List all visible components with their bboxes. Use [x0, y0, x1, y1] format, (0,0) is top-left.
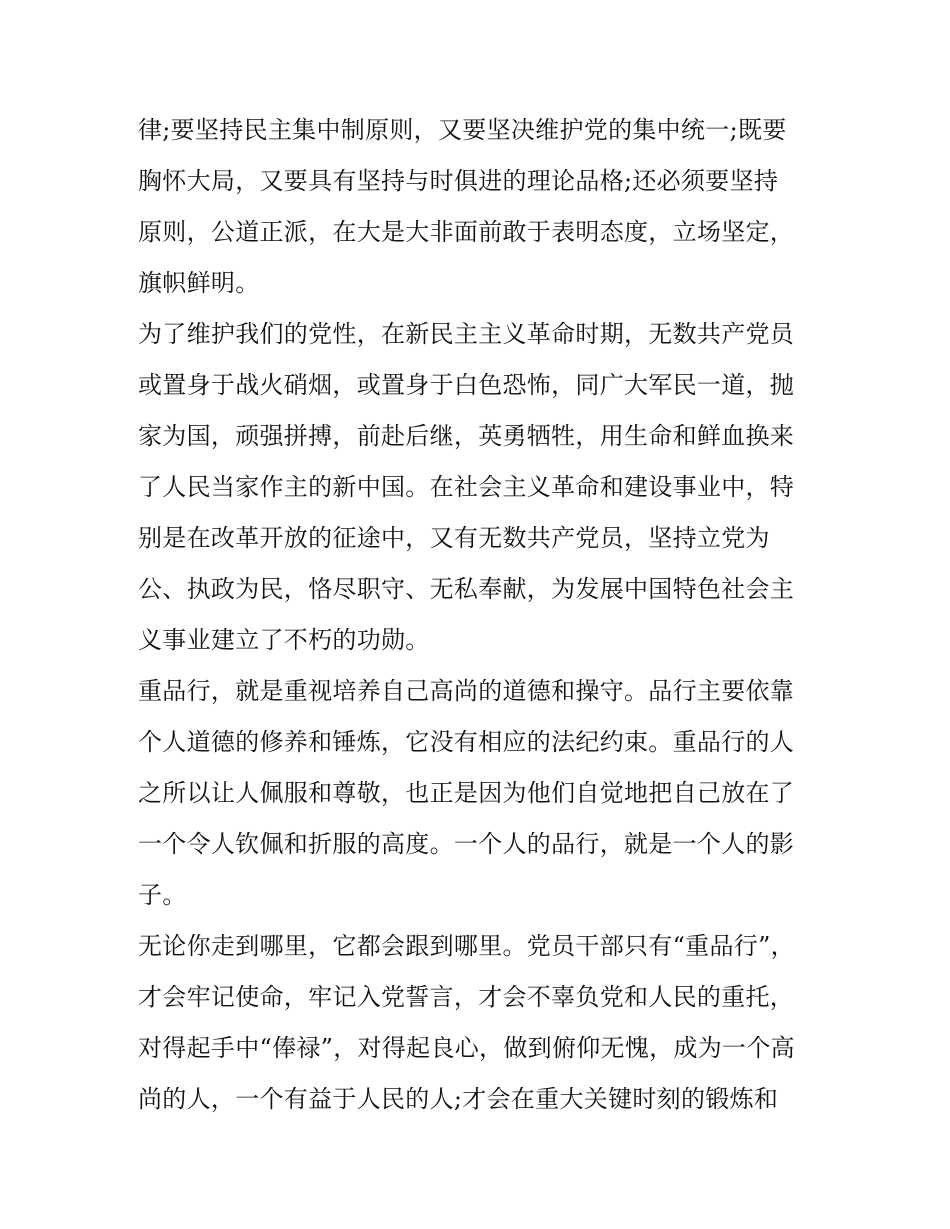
- text-line: 了人民当家作主的新中国。在社会主义革命和建设事业中，特: [138, 473, 795, 501]
- text-line: 个人道德的修养和锤炼，它没有相应的法纪约束。重品行的人: [138, 728, 795, 756]
- text-line: 才会牢记使命，牢记入党誓言，才会不辜负党和人民的重托，: [138, 983, 795, 1011]
- text-line: 胸怀大局，又要具有坚持与时俱进的理论品格;还必须要坚持: [138, 167, 779, 195]
- text-line: 别是在改革开放的征途中，又有无数共产党员，坚持立党为: [138, 524, 770, 552]
- text-line: 原则，公道正派，在大是大非面前敢于表明态度，立场坚定，: [138, 218, 795, 246]
- text-line: 之所以让人佩服和尊敬，也正是因为他们自觉地把自己放在了: [138, 779, 795, 807]
- text-line: 家为国，顽强拼搏，前赴后继，英勇牺牲，用生命和鲜血换来: [138, 422, 795, 450]
- text-line: 重品行，就是重视培养自己高尚的道德和操守。品行主要依靠: [138, 677, 795, 705]
- text-line: 公、执政为民，恪尽职守、无私奉献，为发展中国特色社会主: [138, 575, 795, 603]
- text-line: 无论你走到哪里，它都会跟到哪里。党员干部只有“重品行”，: [138, 932, 795, 960]
- text-line: 一个令人钦佩和折服的高度。一个人的品行，就是一个人的影: [138, 830, 795, 858]
- text-line: 尚的人，一个有益于人民的人;才会在重大关键时刻的锻炼和: [138, 1085, 779, 1113]
- text-line: 律;要坚持民主集中制原则，又要坚决维护党的集中统一;既要: [138, 116, 787, 144]
- text-line: 子。: [138, 881, 187, 909]
- text-line: 旗帜鲜明。: [138, 269, 260, 297]
- text-line: 为了维护我们的党性，在新民主主义革命时期，无数共产党员: [138, 320, 795, 348]
- text-line: 或置身于战火硝烟，或置身于白色恐怖，同广大军民一道，抛: [138, 371, 795, 399]
- text-line: 义事业建立了不朽的功勋。: [138, 626, 430, 654]
- text-line: 对得起手中“俸禄”，对得起良心，做到俯仰无愧，成为一个高: [138, 1034, 795, 1062]
